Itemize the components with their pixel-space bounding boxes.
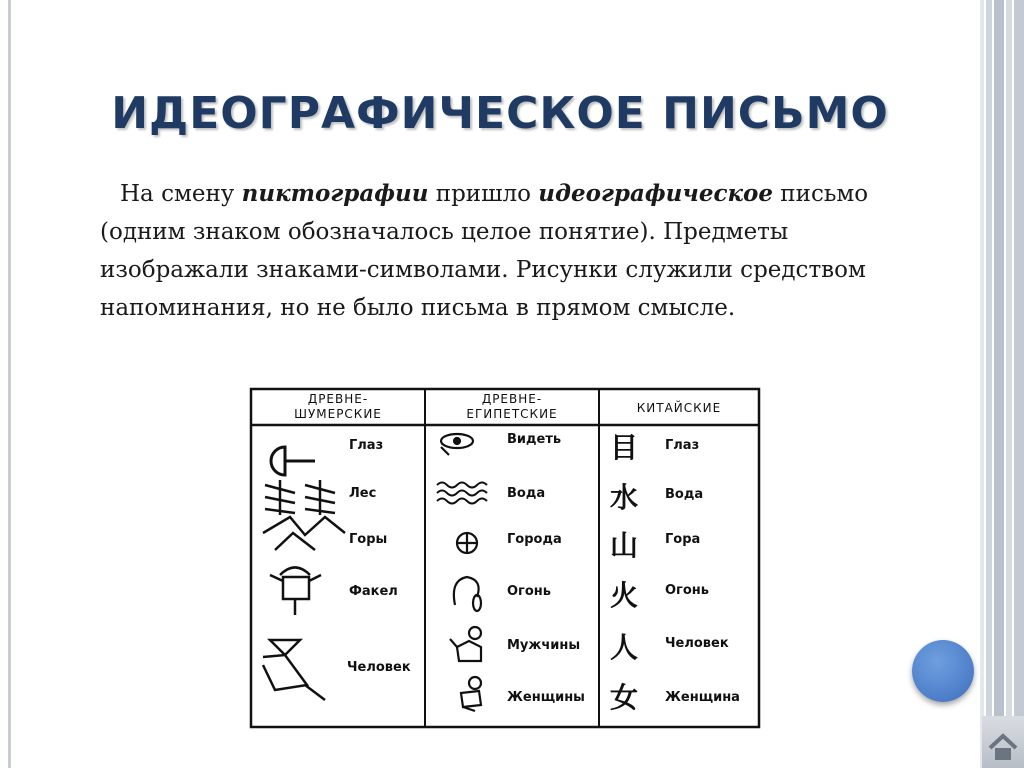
col-header-sumerian-line1: ДРЕВНЕ-	[307, 392, 369, 406]
sumerian-mountains-glyph	[263, 517, 345, 550]
egyptian-label-6: Женщины	[507, 690, 585, 705]
chinese-label-3: Гора	[665, 532, 701, 547]
sumerian-label-5: Человек	[347, 660, 411, 675]
egyptian-label-1: Видеть	[507, 432, 562, 447]
chinese-glyph-2: 水	[610, 481, 639, 514]
egyptian-women-glyph	[461, 677, 481, 711]
col-header-egyptian-line1: ДРЕВНЕ-	[481, 392, 543, 406]
col-header-chinese: КИТАЙСКИЕ	[636, 401, 722, 415]
egyptian-label-4: Огонь	[507, 584, 551, 599]
egyptian-label-2: Вода	[507, 486, 546, 501]
sumerian-eye-glyph	[271, 447, 315, 475]
egyptian-city-glyph	[457, 533, 477, 553]
chinese-label-4: Огонь	[665, 583, 709, 598]
egyptian-water-glyph	[437, 483, 487, 504]
paragraph-part-2: пришло	[428, 181, 539, 207]
egyptian-label-3: Города	[507, 532, 562, 547]
egyptian-fire-glyph	[454, 577, 481, 611]
chinese-label-5: Человек	[665, 636, 729, 651]
chinese-label-2: Вода	[665, 487, 704, 502]
chinese-glyph-6: 女	[610, 681, 639, 714]
sumerian-label-3: Горы	[349, 532, 388, 547]
circle-button-icon[interactable]	[912, 640, 974, 702]
sumerian-label-1: Глаз	[349, 438, 384, 453]
paragraph-part-3: письмо (одним знаком обозначалось целое понятие). Предметы изображали знаками-символами. Рисунки служили средством напоминания, но не было письма в прямом смысле.	[100, 181, 869, 321]
chinese-glyph-4: 火	[610, 579, 639, 612]
chinese-glyph-5: 人	[610, 631, 639, 664]
col-header-egyptian-line2: ЕГИПЕТСКИЕ	[466, 407, 558, 421]
sumerian-label-4: Факел	[349, 584, 398, 599]
chinese-glyph-1: 目	[610, 431, 639, 464]
term-ideographic: идеографическое	[538, 180, 773, 207]
home-icon	[982, 716, 1024, 768]
sumerian-forest-glyph	[265, 480, 335, 515]
home-button[interactable]	[982, 716, 1024, 768]
chinese-label-1: Глаз	[665, 438, 700, 453]
body-paragraph	[100, 175, 900, 327]
page-title: ИДЕОГРАФИЧЕСКОЕ ПИСЬМО	[111, 88, 889, 139]
chinese-label-6: Женщина	[665, 690, 740, 705]
paragraph-part-1: На смену	[120, 181, 242, 207]
writing-systems-table	[245, 385, 765, 730]
col-header-sumerian-line2: ШУМЕРСКИЕ	[294, 407, 382, 421]
egyptian-men-glyph	[450, 627, 481, 661]
chinese-glyph-3: 山	[610, 529, 639, 562]
sumerian-torch-glyph	[270, 568, 321, 616]
egyptian-eye-glyph	[441, 434, 473, 455]
egyptian-label-5: Мужчины	[507, 638, 581, 653]
sumerian-label-2: Лес	[349, 486, 377, 501]
term-pictography: пиктографии	[241, 180, 429, 207]
sumerian-man-glyph	[263, 640, 325, 700]
